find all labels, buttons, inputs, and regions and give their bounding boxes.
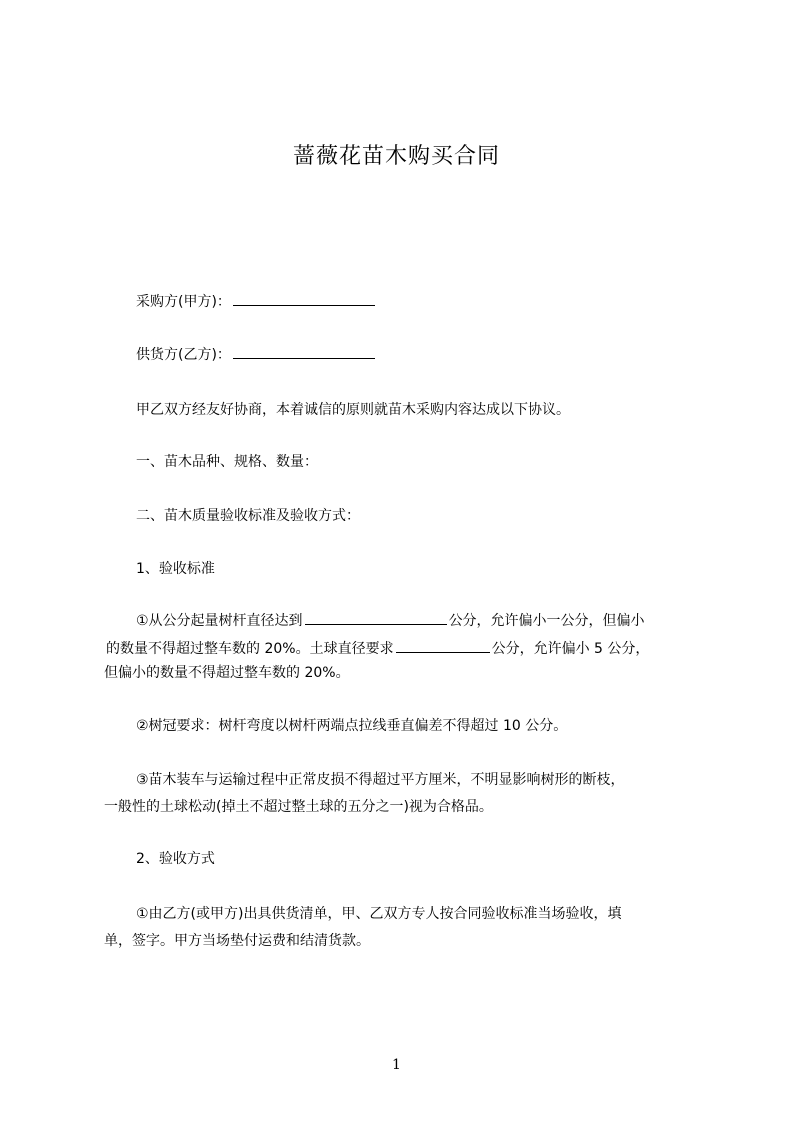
item1-line1-text-b: 公分，允许偏小一公分，但偏小 <box>448 613 645 629</box>
item1-line2-text-a: 的数量不得超过整车数的 20%。土球直径要求 <box>106 641 394 657</box>
supplier-line <box>136 344 375 365</box>
buyer-blank <box>233 291 375 306</box>
item1-line2-text-b: 公分，允许偏小 5 公分， <box>491 641 650 657</box>
buyer-label: 采购方(甲方)： <box>136 294 231 310</box>
document-title: 蔷薇花苗木购买合同 <box>292 144 500 169</box>
subheading-acceptance-method: 2、验收方式 <box>136 851 215 867</box>
intro-paragraph: 甲乙双方经友好协商，本着诚信的原则就苗木采购内容达成以下协议。 <box>136 402 570 418</box>
subheading-acceptance-standard: 1、验收标准 <box>136 561 215 577</box>
item2-paragraph: ②树冠要求：树杆弯度以树杆两端点拉线垂直偏差不得超过 10 公分。 <box>136 718 568 734</box>
soil-ball-diameter-blank <box>396 638 490 653</box>
item3-line2: 一般性的土球松动(掉土不超过整土球的五分之一)视为合格品。 <box>104 799 493 815</box>
item4-line1: ①由乙方(或甲方)出具供货清单，甲、乙双方专人按合同验收标准当场验收，填 <box>136 906 622 922</box>
item4-line2: 单，签字。甲方当场垫付运费和结清货款。 <box>104 933 370 949</box>
item3-line1: ③苗木装车与运输过程中正常皮损不得超过平方厘米，不明显影响树形的断枝， <box>136 772 625 788</box>
supplier-label: 供货方(乙方)： <box>136 347 231 363</box>
buyer-line <box>136 291 375 312</box>
item1-line3: 但偏小的数量不得超过整车数的 20%。 <box>104 665 350 681</box>
item1-line1-text-a: ①从公分起量树杆直径达到 <box>136 613 303 629</box>
item1-line2 <box>106 638 649 659</box>
page-number: 1 <box>392 1057 401 1073</box>
item1-line1 <box>136 610 645 631</box>
section-heading-varieties: 一、苗木品种、规格、数量： <box>136 454 318 470</box>
trunk-diameter-blank <box>305 610 447 625</box>
section-heading-acceptance: 二、苗木质量验收标准及验收方式： <box>136 508 360 524</box>
supplier-blank <box>233 344 375 359</box>
